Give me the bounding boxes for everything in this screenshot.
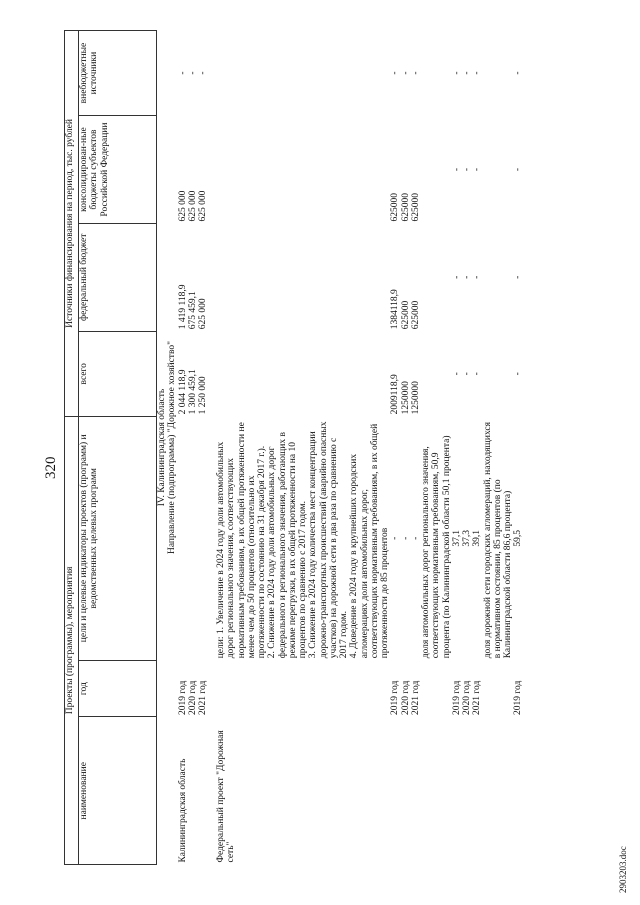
header-year: год: [79, 660, 157, 717]
row-federal: -: [451, 275, 462, 279]
row-total: 1 300 459,1: [187, 369, 198, 415]
row-goal: -: [400, 536, 411, 540]
row-total: -: [462, 372, 472, 376]
table-row: [411, 31, 421, 865]
table-row: [178, 31, 188, 865]
header-extra: внебюджетные источники: [79, 31, 157, 116]
row-extra: -: [390, 71, 401, 75]
row-regional: -: [462, 167, 472, 172]
table-row: [462, 31, 472, 865]
row-federal: 625000: [410, 300, 421, 330]
row-goal: 37,1: [451, 529, 462, 547]
row-total: 2 044 118,9: [177, 369, 188, 415]
row-regional: -: [513, 167, 524, 172]
table-row: [513, 31, 523, 865]
row-year: 2020 год: [400, 680, 411, 715]
header-federal: федеральный бюджет: [79, 223, 157, 331]
row-extra: -: [472, 71, 483, 75]
row-regional: -: [451, 167, 462, 172]
header-regional: консолидирован-ные бюджеты субъектов Российской Федерации: [79, 116, 157, 224]
row-goal: -: [410, 536, 421, 540]
project-name: Федеральный проект "Дорожная сеть": [216, 730, 237, 863]
row-extra: -: [187, 71, 198, 75]
row-total: -: [451, 372, 462, 376]
row-total: 1250000: [400, 381, 411, 415]
row-extra: -: [198, 71, 208, 75]
header-name: наименование: [79, 717, 157, 865]
goal-4: 4. Доведение в 2024 году в крупнейших городских агломерациях доли автомобильных дорог, соответствующих нормативным требованиям, в их общей протяженности до 85 процентов: [349, 423, 390, 659]
row-goal: -: [390, 536, 401, 540]
row-federal: -: [472, 275, 483, 279]
header-total: всего: [79, 331, 157, 416]
table-row: [421, 31, 452, 865]
row-extra: -: [400, 71, 411, 75]
header-financing-group: Источники финансирования на период, тыс. рублей: [65, 31, 79, 417]
goal-3: 3. Снижение в 2024 году количества мест концентрации дорожно-транспортных происшествий (аварийно опасных участков) на дорожной сети в два раза по сравнению с 2017 годом.: [308, 421, 349, 659]
region-name: Калининградская область: [177, 758, 188, 863]
indicator-text: доля автомобильных дорог регионального значения, соответствующих нормативным требованиям, 50,9 процента (по Калининградской области 50,1 процента): [421, 435, 452, 659]
row-year: 2020 год: [187, 680, 198, 715]
row-year: 2021 год: [472, 680, 483, 715]
row-regional: 625 000: [198, 190, 208, 222]
project-goals: [216, 416, 390, 660]
row-year: 2021 год: [410, 680, 421, 715]
row-regional: 625 000: [187, 190, 198, 222]
table-row: [390, 31, 400, 865]
row-year: 2019 год: [451, 680, 462, 715]
row-regional: 625 000: [177, 190, 188, 222]
row-year: 2021 год: [198, 680, 208, 715]
row-goal: 39,1: [472, 529, 483, 547]
row-total: 1250000: [410, 381, 421, 415]
row-regional: -: [472, 167, 483, 172]
financing-table: [64, 30, 524, 865]
row-federal: -: [462, 275, 472, 279]
row-extra: -: [513, 71, 524, 75]
row-year: 2019 год: [177, 680, 188, 715]
row-regional: 625000: [390, 192, 401, 222]
table-row: [401, 31, 411, 865]
row-regional: 625000: [400, 192, 411, 222]
row-total: -: [472, 372, 483, 376]
indicator-text: доля дорожной сети городских агломераций, находящихся в нормативном состоянии, 85 процентов (по Калининградской области 86,6 процента): [482, 421, 513, 659]
row-federal: -: [513, 275, 524, 279]
table-row: [472, 31, 482, 865]
row-federal: 1 419 118,9: [177, 284, 188, 330]
table-row: [216, 31, 390, 865]
goal-2: 2. Снижение в 2024 году доли автомобильных дорог федерального и регионального значения, работающих в режиме перегрузки, в их общей протяженности на 10 процентов по сравнению с 2017 годом.: [267, 432, 308, 659]
row-regional: 625000: [410, 192, 421, 222]
section-title: IV. Калининградская область: [157, 388, 167, 507]
table-row: [188, 31, 198, 865]
footer-code: 2903203.doc: [618, 846, 628, 893]
page-number: 320: [43, 456, 59, 479]
row-federal: 675 459,1: [187, 291, 198, 330]
table-row: [483, 31, 514, 865]
row-extra: -: [451, 71, 462, 75]
row-extra: -: [462, 71, 472, 75]
row-extra: -: [177, 71, 188, 75]
row-federal: 1384118,9: [390, 289, 401, 330]
row-year: 2019 год: [513, 680, 524, 715]
row-year: 2019 год: [390, 680, 401, 715]
row-year: 2020 год: [462, 680, 472, 715]
row-goal: 37,3: [462, 529, 472, 547]
row-total: 2009118,9: [390, 374, 401, 415]
row-federal: 625000: [400, 300, 411, 330]
row-goal: 59,5: [513, 529, 524, 547]
header-goals: цели и целевые индикаторы проектов (программ) и ведомственных целевых программ: [79, 416, 157, 660]
table-row: [452, 31, 462, 865]
row-extra: -: [410, 71, 421, 75]
table-row: [198, 31, 216, 865]
section-subtitle: Направление (подпрограмма) "Дорожное хозяйство": [167, 340, 178, 555]
row-federal: 625 000: [198, 298, 208, 330]
row-total: 1 250 000: [198, 376, 208, 415]
goal-1: цели: 1. Увеличение в 2024 году доли автомобильных дорог регионального значения, соответствующих нормативным требованиям, в их общей протяженности не менее чем до 50 процентов (относительно их протяженности по состоянию на 31 декабря 2017 г.).: [216, 422, 267, 659]
header-projects-group: Проекты (программы), мероприятия: [65, 416, 79, 864]
row-total: -: [513, 372, 524, 376]
